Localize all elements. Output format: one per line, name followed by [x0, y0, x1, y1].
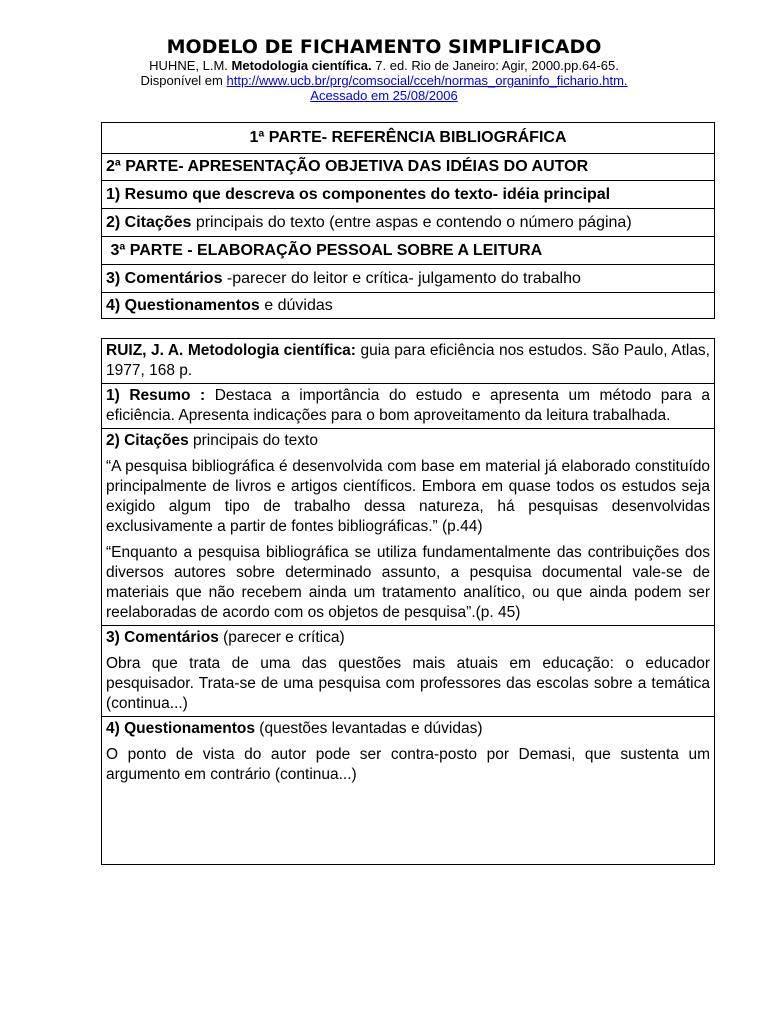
template-part1	[102, 123, 714, 153]
template-item1	[102, 180, 714, 208]
citacoes-label: 2) Citações	[106, 432, 189, 449]
item2-text: principais do texto (entre aspas e contendo o número página)	[191, 213, 632, 231]
example-resumo	[102, 383, 714, 428]
questionamentos-label: 4) Questionamentos	[106, 720, 255, 737]
reference-author: HUHNE, L.M.	[149, 58, 228, 73]
example-citacoes	[102, 428, 714, 625]
template-part2	[102, 153, 714, 180]
resumo-line	[106, 387, 714, 424]
example-table	[101, 338, 715, 865]
questionamentos-text: O ponto de vista do autor pode ser contra-posto por Demasi, que sustenta um argumento em contrário (continua...)	[106, 746, 710, 783]
template-item4	[102, 292, 714, 318]
item4-text: e dúvidas	[259, 296, 333, 314]
item2-line	[106, 214, 632, 232]
comentarios-text: Obra que trata de uma das questões mais atuais em educação: o educador pesquisador. Trata-se de uma pesquisa com professores das escolas sobre a temática (continua...)	[106, 655, 710, 712]
document-header	[0, 36, 768, 103]
questionamentos-heading	[106, 719, 710, 739]
comentarios-label: 3) Comentários	[106, 629, 219, 646]
questionamentos-rest: (questões levantadas e dúvidas)	[255, 720, 483, 737]
example-reference-bold: RUIZ, J. A. Metodologia científica:	[106, 342, 356, 359]
available-label: Disponível em	[140, 73, 223, 88]
template-part3	[102, 236, 714, 264]
source-link[interactable]: http://www.ucb.br/prg/comsocial/cceh/normas_organinfo_fichario.htm.	[226, 73, 628, 88]
accessed-line	[0, 88, 768, 103]
item3-text: -parecer do leitor e crítica- julgamento do trabalho	[222, 269, 581, 287]
item3-line	[106, 270, 581, 288]
citacoes-heading	[106, 431, 710, 451]
part3-text: 3ª PARTE - ELABORAÇÃO PESSOAL SOBRE A LEITURA	[106, 241, 543, 259]
part2-text: 2ª PARTE- APRESENTAÇÃO OBJETIVA DAS IDÉIAS DO AUTOR	[106, 158, 589, 175]
accessed-date: Acessado em 25/08/2006	[310, 88, 458, 103]
item4-label: 4) Questionamentos	[106, 296, 260, 314]
example-reference-line	[106, 342, 714, 379]
quote-2: “Enquanto a pesquisa bibliográfica se utiliza fundamentalmente das contribuições dos diversos autores sobre determinado assunto, a pesquisa documental vale-se de materiais que não recebem ainda um tratamento analítico, ou que ainda podem ser reelaboradas de acordo com os objetos de pesquisa”.(p. 45)	[106, 544, 710, 621]
item4-line	[106, 297, 333, 315]
comentarios-heading	[106, 628, 710, 648]
resumo-label: 1) Resumo :	[106, 387, 206, 404]
item3-label: 3) Comentários	[106, 269, 223, 287]
quote-1: “A pesquisa bibliográfica é desenvolvida com base em material já elaborado constituído principalmente de livros e artigos científicos. Embora em quase todos os estudos seja exigido algum tipo de trabalho dessa natureza, há pesquisas desenvolvidas exclusivamente a partir de fontes bibliográficas.” (p.44)	[106, 458, 710, 535]
example-questionamentos	[102, 716, 714, 787]
part1-text: 1ª PARTE- REFERÊNCIA BIBLIOGRÁFICA	[249, 129, 567, 146]
template-item3	[102, 264, 714, 292]
page-title: MODELO DE FICHAMENTO SIMPLIFICADO	[166, 36, 602, 58]
reference-rest: 7. ed. Rio de Janeiro: Agir, 2000.pp.64-65.	[375, 58, 619, 73]
example-reference	[102, 339, 714, 383]
reference-title: Metodologia científica.	[231, 58, 372, 73]
availability-line	[0, 73, 768, 88]
reference-line	[0, 58, 768, 73]
example-reference-rest: guia para eficiência nos estudos. São Paulo, Atlas, 1977, 168 p.	[106, 342, 715, 379]
item1-text: 1) Resumo que descreva os componentes do texto- idéia principal	[106, 185, 611, 203]
item2-label: 2) Citações	[106, 213, 192, 231]
comentarios-rest: (parecer e crítica)	[218, 629, 345, 646]
resumo-text: Destaca a importância do estudo e apresenta um método para a eficiência. Apresenta indicações para o bom aproveitamento da leitura trabalhada.	[106, 387, 715, 424]
citacoes-text: principais do texto	[188, 432, 318, 449]
template-table	[101, 122, 715, 319]
example-comentarios	[102, 625, 714, 716]
template-item2	[102, 208, 714, 236]
